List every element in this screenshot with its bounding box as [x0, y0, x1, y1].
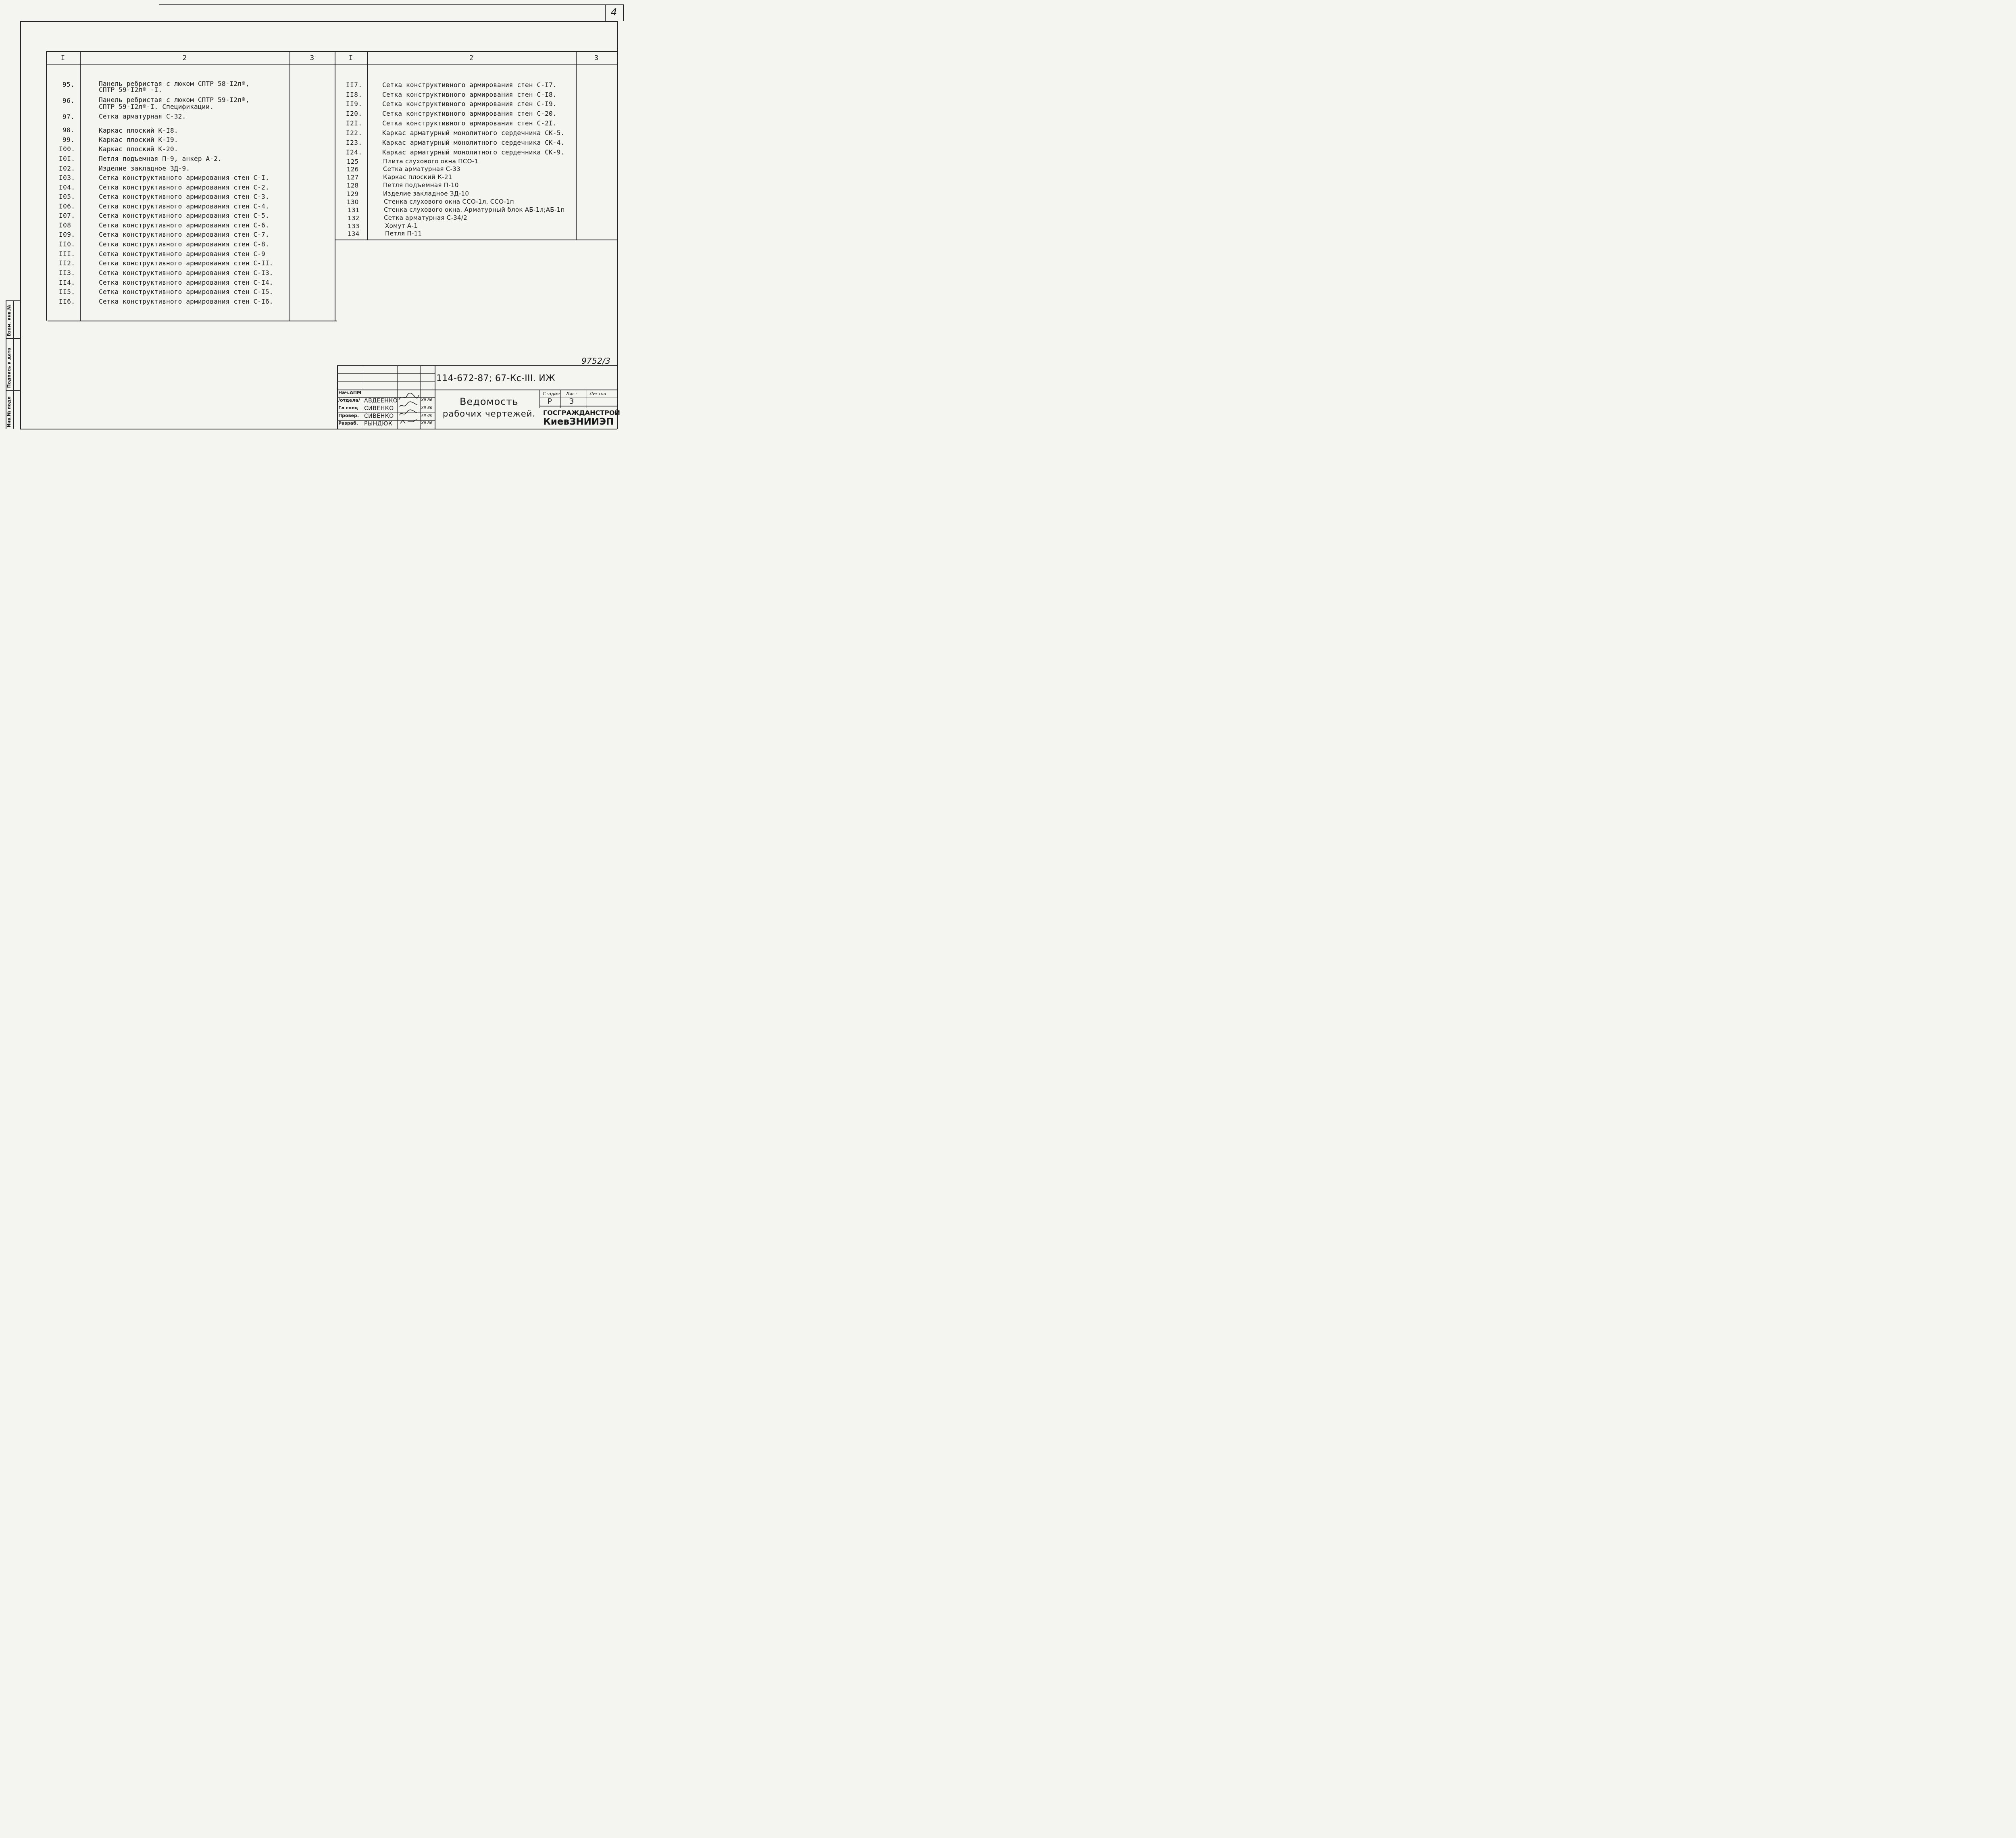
table-row-number: I06. — [59, 202, 75, 210]
left-header-col1: I — [60, 54, 65, 62]
table-row-number: II6. — [59, 298, 75, 305]
table-row-text: Каркас плоский К-20. — [99, 145, 178, 153]
table-row-text: Сетка конструктивного армирования стен С-6. — [99, 221, 269, 229]
right-table-col1 — [367, 51, 368, 240]
signatures — [397, 391, 420, 427]
table-row-number: 130 — [347, 198, 359, 206]
signature-line — [400, 419, 417, 423]
signature-line — [400, 402, 417, 407]
table-row-number: I05. — [59, 193, 75, 200]
table-row-text: Сетка конструктивного армирования стен С-3. — [99, 193, 269, 200]
table-row-number: II7. — [346, 81, 362, 89]
left-table-header-bottom — [46, 64, 335, 65]
side-stamp-top — [6, 300, 20, 301]
table-row-text: Каркас плоский К-I9. — [99, 136, 178, 144]
doc-code: 114-672-87; 67-Кс-III. ИЖ — [436, 373, 555, 383]
table-row-number: 128 — [347, 182, 359, 189]
table-row-number: 134 — [348, 230, 360, 238]
table-row-text: Изделие закладное ЗД-9. — [99, 165, 190, 172]
role-label: /отдела/ — [338, 398, 360, 403]
org-line2: КиевЗНИИЭП — [543, 417, 614, 427]
frame-top-border — [20, 21, 617, 22]
top-frame-line — [159, 4, 623, 5]
page-box-right — [623, 4, 624, 21]
table-row-number: I04. — [59, 183, 75, 191]
table-row-number: I24. — [346, 148, 362, 156]
stage-value: Р — [548, 397, 552, 406]
table-row-text: Хомут А-1 — [385, 222, 418, 229]
page-box-left — [605, 4, 606, 21]
side-stamp-mid — [13, 300, 14, 429]
tb-row1 — [337, 373, 435, 374]
table-row-text: Сетка конструктивного армирования стен С-4. — [99, 202, 269, 210]
table-row-text: Сетка конструктивного армирования стен С-7. — [99, 231, 269, 238]
table-row-text: Каркас арматурный монолитного сердечника СК-9. — [382, 148, 565, 156]
table-row-text: Сетка конструктивного армирования стен С-8. — [99, 240, 269, 248]
table-row-number: I02. — [59, 165, 75, 172]
table-row-number: 98. — [62, 126, 75, 134]
table-row-text: Сетка конструктивного армирования стен С-2. — [99, 183, 269, 191]
table-row-number: I0I. — [59, 155, 75, 163]
stage-label: Стадия — [543, 391, 560, 396]
table-row-text: Сетка конструктивного армирования стен С-2I. — [382, 119, 557, 127]
frame-right-border — [617, 21, 618, 429]
table-row-text: Сетка конструктивного армирования стен С-I3. — [99, 269, 273, 277]
side-stamp-sign-date: Подпись и дата — [6, 348, 12, 388]
left-header-col2: 2 — [182, 54, 187, 62]
table-row-text: Сетка конструктивного армирования стен С-II. — [99, 259, 273, 267]
table-row-number: 125 — [347, 158, 359, 165]
org-line1: ГОСГРАЖДАНСТРОЙ — [543, 409, 620, 417]
table-row-text: Сетка конструктивного армирования стен С-I6. — [99, 298, 273, 305]
table-row-text: Сетка конструктивного армирования стен С-I. — [99, 174, 269, 181]
person-name: СИВЕНКО — [364, 405, 394, 412]
table-row-number: III. — [59, 250, 75, 258]
table-row-text: Сетка арматурная С-33 — [383, 165, 460, 173]
left-table-col1 — [80, 51, 81, 321]
table-row-text: Каркас плоский К-21 — [383, 173, 452, 181]
table-row-number: I08 — [59, 221, 71, 229]
table-row-number: 126 — [347, 166, 359, 173]
table-row-text: Сетка арматурная С-32. — [99, 113, 186, 120]
table-row-text: Стенка слухового окна. Арматурный блок АБ-1л;АБ-1п — [384, 206, 565, 213]
sheets-label: Листов — [589, 391, 606, 396]
role-label: Провер. — [338, 413, 359, 418]
table-row-number: II8. — [346, 91, 362, 98]
table-row-text: Петля подъемная П-10 — [383, 181, 459, 189]
table-row-text: СПТР 59-I2лª-I. Спецификации. — [99, 103, 214, 110]
page-number: 4 — [611, 6, 617, 18]
sign-date: XII 86 — [421, 398, 433, 402]
table-row-text: Плита слухового окна ПСО-1 — [383, 158, 479, 165]
table-row-number: 131 — [348, 206, 360, 214]
table-row-text: Каркас арматурный монолитного сердечника СК-5. — [382, 129, 565, 137]
table-row-text: Изделие закладное ЗД-10 — [383, 190, 469, 197]
table-row-number: I03. — [59, 174, 75, 181]
table-row-number: I00. — [59, 145, 75, 153]
table-row-text: Сетка конструктивного армирования стен С-I4. — [99, 279, 273, 286]
right-table-header-bottom — [335, 64, 617, 65]
table-row-number: 133 — [348, 223, 360, 230]
side-stamp-div2 — [6, 390, 20, 391]
table-row-number: II0. — [59, 240, 75, 248]
sheet-value: 3 — [569, 397, 574, 406]
tb-top — [337, 365, 617, 366]
sheet-label: Лист — [566, 391, 577, 396]
table-row-text: Петля подъемная П-9, анкер А-2. — [99, 155, 222, 163]
table-row-number: I20. — [346, 110, 362, 117]
table-row-text: Панель ребристая с люком СПТР 59-I2лª, — [99, 96, 250, 104]
table-row-number: 95. — [62, 81, 75, 88]
table-row-number: I09. — [59, 231, 75, 238]
table-row-number: II9. — [346, 100, 362, 108]
table-row-number: I2I. — [346, 119, 362, 127]
table-row-number: 127 — [347, 174, 359, 181]
table-row-number: II4. — [59, 279, 75, 286]
right-header-col2: 2 — [469, 54, 474, 62]
table-row-text: Сетка конструктивного армирования стен С-20. — [382, 110, 557, 117]
table-row-number: I22. — [346, 129, 362, 137]
sign-date: XII 86 — [421, 421, 433, 425]
right-table-top — [335, 51, 617, 52]
table-row-number: 99. — [62, 136, 75, 144]
left-table-col2 — [289, 51, 290, 321]
table-row-text: СПТР 59-I2лª -I. — [99, 86, 162, 94]
table-row-number: II5. — [59, 288, 75, 296]
person-name: РЫНДЮК — [364, 421, 393, 427]
right-header-col1: I — [348, 54, 353, 62]
table-row-number: 132 — [348, 215, 360, 222]
table-row-number: II2. — [59, 259, 75, 267]
table-row-text: Сетка конструктивного армирования стен С-I8. — [382, 91, 557, 98]
doc-title-line2: рабочих чертежей. — [443, 409, 536, 419]
table-row-number: I23. — [346, 139, 362, 146]
table-row-text: Сетка конструктивного армирования стен С-5. — [99, 212, 269, 219]
side-stamp-repl-inv: Взам. инв.№ — [6, 304, 12, 336]
frame-left-border — [20, 21, 21, 429]
tb-col-sheet — [560, 390, 561, 408]
table-row-number: 96. — [62, 97, 75, 104]
tb-col-stage — [539, 390, 540, 408]
inventory-number: 9752/3 — [581, 356, 611, 366]
right-table-col2 — [576, 51, 577, 240]
table-row-text: Стенка слухового окна ССО-1л, ССО-1п — [384, 198, 514, 205]
table-row-text: Петля П-11 — [385, 230, 422, 237]
table-row-text: Сетка конструктивного армирования стен С-I9. — [382, 100, 557, 108]
table-row-number: I07. — [59, 212, 75, 219]
side-stamp-inv-orig: Инв.№ подл — [6, 396, 12, 427]
table-row-text: Каркас арматурный монолитного сердечника СК-4. — [382, 139, 565, 146]
signature-line — [399, 393, 419, 400]
table-row-text: Сетка конструктивного армирования стен С-9 — [99, 250, 265, 258]
sign-date: XII 86 — [421, 406, 433, 410]
table-row-number: 97. — [62, 113, 75, 121]
table-row-number: II3. — [59, 269, 75, 277]
table-row-text: Каркас плоский К-I8. — [99, 127, 178, 134]
table-row-number: 129 — [347, 190, 359, 198]
table-row-text: Сетка арматурная С-34/2 — [384, 214, 468, 221]
left-table-col0 — [46, 51, 47, 321]
role-label: Разраб. — [338, 421, 358, 426]
doc-title-line1: Ведомость — [460, 396, 519, 407]
signature-line — [400, 410, 417, 415]
role-label: Гл спец — [338, 405, 358, 411]
tb-row2 — [337, 381, 435, 382]
table-row-text: Сетка конструктивного армирования стен С-I7. — [382, 81, 557, 89]
table-row-text: Сетка конструктивного армирования стен С-I5. — [99, 288, 273, 296]
right-header-col3: 3 — [594, 54, 599, 62]
role-label: Нач.АПМ — [338, 390, 362, 395]
left-table-top — [46, 51, 335, 52]
side-stamp-div1 — [6, 338, 20, 339]
table-row-text: Панель ребристая с люком СПТР 58-I2лª, — [99, 80, 250, 88]
person-name: СИВЕНКО — [364, 413, 394, 419]
sign-date: XII 86 — [421, 413, 433, 418]
person-name: АВДЕЕНКО — [364, 398, 398, 404]
left-header-col3: 3 — [310, 54, 314, 62]
